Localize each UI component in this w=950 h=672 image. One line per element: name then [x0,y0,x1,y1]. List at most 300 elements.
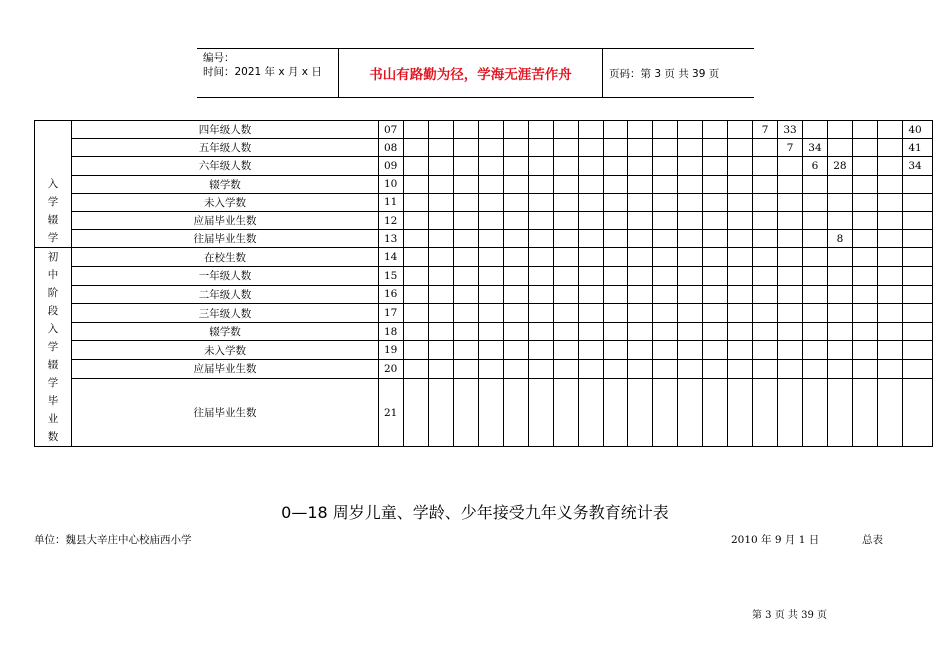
value-cell [753,341,778,360]
value-cell [528,121,553,139]
value-cell [453,121,478,139]
page-header [197,48,754,98]
value-cell [827,360,852,379]
value-cell [603,360,628,379]
value-cell [778,248,803,267]
value-cell [827,193,852,211]
section-label-junior-high: 初 中 阶 段 入 学 辍 学 毕 业 数 [35,248,72,447]
row-label: 辍学数 [72,175,379,193]
total-cell [902,193,932,211]
value-cell [778,157,803,175]
number-label: 编号： [203,52,235,64]
value-cell [628,139,653,157]
value-cell [478,211,503,229]
header-meta [197,49,339,97]
value-cell [528,230,553,248]
value-cell [703,175,728,193]
value-cell [453,211,478,229]
total-cell [902,304,932,323]
value-cell [753,322,778,341]
value-cell [553,211,578,229]
value-cell [453,285,478,304]
value-cell [503,266,528,285]
value-cell [404,248,429,267]
value-cell [528,211,553,229]
value-cell [653,360,678,379]
value-cell [553,304,578,323]
value-cell [628,360,653,379]
value-cell [653,266,678,285]
value-cell [877,193,902,211]
table-row [35,378,933,447]
value-cell [453,230,478,248]
value-cell [453,360,478,379]
value-cell [404,341,429,360]
value-cell [753,248,778,267]
value-cell: 7 [753,121,778,139]
value-cell [453,193,478,211]
value-cell [753,211,778,229]
page-footer: 第 3 页 共 39 页 [752,610,827,621]
value-cell [578,322,603,341]
page-label: 页码：第 3 页 共 39 页 [609,67,720,80]
value-cell [852,341,877,360]
value-cell [428,360,453,379]
date-label: 2010 年 9 月 1 日 [731,534,820,546]
value-cell [728,341,753,360]
value-cell [653,248,678,267]
value-cell [877,341,902,360]
value-cell [528,322,553,341]
value-cell [728,285,753,304]
value-cell [478,248,503,267]
total-cell [902,378,932,447]
value-cell [827,285,852,304]
value-cell [453,139,478,157]
value-cell [503,322,528,341]
value-cell [678,378,703,447]
row-code: 21 [379,378,404,447]
value-cell [678,230,703,248]
value-cell [553,360,578,379]
value-cell [827,248,852,267]
value-cell [428,193,453,211]
value-cell [703,193,728,211]
value-cell [803,341,828,360]
value-cell [628,378,653,447]
value-cell [404,304,429,323]
row-label: 未入学数 [72,193,379,211]
value-cell [553,121,578,139]
row-code: 10 [379,175,404,193]
row-label: 六年级人数 [72,157,379,175]
value-cell [803,175,828,193]
value-cell [778,322,803,341]
total-cell [902,266,932,285]
value-cell [553,193,578,211]
value-cell [628,248,653,267]
value-cell [578,230,603,248]
value-cell [728,378,753,447]
value-cell [628,211,653,229]
value-cell [703,139,728,157]
value-cell [703,157,728,175]
value-cell [703,360,728,379]
value-cell [827,378,852,447]
value-cell [578,211,603,229]
value-cell [753,230,778,248]
value-cell [877,175,902,193]
value-cell [478,193,503,211]
value-cell [603,230,628,248]
value-cell [877,248,902,267]
value-cell [578,139,603,157]
value-cell [503,139,528,157]
row-code: 14 [379,248,404,267]
value-cell [578,121,603,139]
value-cell [478,266,503,285]
value-cell [578,285,603,304]
value-cell [653,285,678,304]
value-cell [528,360,553,379]
value-cell [503,230,528,248]
value-cell [728,304,753,323]
row-label: 在校生数 [72,248,379,267]
table-title: 0—18 周岁儿童、学龄、少年接受九年义务教育统计表 [281,503,669,522]
value-cell [803,322,828,341]
value-cell [428,248,453,267]
row-label: 五年级人数 [72,139,379,157]
value-cell [603,341,628,360]
value-cell [503,378,528,447]
table-row [35,248,933,267]
value-cell [553,285,578,304]
value-cell [404,193,429,211]
value-cell [453,378,478,447]
value-cell [553,322,578,341]
value-cell [553,175,578,193]
value-cell [428,121,453,139]
row-label: 往届毕业生数 [72,378,379,447]
total-cell: 40 [902,121,932,139]
value-cell [428,157,453,175]
value-cell [678,285,703,304]
value-cell [478,360,503,379]
total-cell [902,360,932,379]
total-cell [902,175,932,193]
value-cell [678,139,703,157]
value-cell [852,248,877,267]
value-cell [578,304,603,323]
table-row [35,304,933,323]
table-row [35,266,933,285]
value-cell [628,193,653,211]
value-cell [428,304,453,323]
value-cell [603,157,628,175]
row-label: 应届毕业生数 [72,211,379,229]
total-cell [902,285,932,304]
value-cell [478,304,503,323]
value-cell [628,341,653,360]
value-cell [578,266,603,285]
value-cell [877,304,902,323]
value-cell [404,175,429,193]
value-cell [678,360,703,379]
value-cell [803,230,828,248]
value-cell [503,304,528,323]
value-cell [653,193,678,211]
value-cell [703,211,728,229]
value-cell [553,139,578,157]
value-cell [703,121,728,139]
value-cell [603,285,628,304]
value-cell [503,193,528,211]
value-cell [453,341,478,360]
value-cell [753,175,778,193]
value-cell [428,211,453,229]
value-cell [803,360,828,379]
row-code: 09 [379,157,404,175]
value-cell [728,360,753,379]
row-label: 辍学数 [72,322,379,341]
value-cell [653,211,678,229]
value-cell [877,360,902,379]
value-cell [678,248,703,267]
value-cell [503,341,528,360]
value-cell [803,304,828,323]
value-cell [603,175,628,193]
row-code: 16 [379,285,404,304]
value-cell [453,248,478,267]
value-cell [703,341,728,360]
value-cell [653,139,678,157]
value-cell: 34 [803,139,828,157]
table-row [35,211,933,229]
value-cell [753,304,778,323]
row-code: 17 [379,304,404,323]
value-cell [578,341,603,360]
value-cell [603,304,628,323]
row-label: 往届毕业生数 [72,230,379,248]
value-cell [827,211,852,229]
value-cell [578,248,603,267]
total-cell: 34 [902,157,932,175]
value-cell [428,266,453,285]
value-cell [428,230,453,248]
value-cell [778,304,803,323]
motto: 书山有路勤为径，学海无涯苦作舟 [339,49,603,97]
value-cell [877,211,902,229]
value-cell [428,378,453,447]
value-cell [852,139,877,157]
table-row [35,341,933,360]
value-cell [653,121,678,139]
value-cell [453,157,478,175]
value-cell [728,121,753,139]
value-cell [728,139,753,157]
value-cell [803,193,828,211]
value-cell [827,266,852,285]
value-cell [478,230,503,248]
value-cell [653,322,678,341]
row-code: 08 [379,139,404,157]
value-cell [404,157,429,175]
value-cell [603,248,628,267]
value-cell [703,378,728,447]
value-cell [528,341,553,360]
value-cell: 7 [778,139,803,157]
value-cell [803,285,828,304]
value-cell [478,157,503,175]
total-cell [902,230,932,248]
value-cell [678,304,703,323]
total-cell [902,322,932,341]
value-cell [553,230,578,248]
value-cell [478,285,503,304]
value-cell: 33 [778,121,803,139]
row-code: 18 [379,322,404,341]
value-cell [428,285,453,304]
value-cell [653,157,678,175]
value-cell [852,266,877,285]
table-row [35,157,933,175]
row-code: 07 [379,121,404,139]
value-cell [678,266,703,285]
value-cell [703,266,728,285]
value-cell [852,211,877,229]
value-cell [628,157,653,175]
value-cell [503,175,528,193]
value-cell [453,304,478,323]
value-cell [528,193,553,211]
value-cell [728,157,753,175]
value-cell [753,193,778,211]
total-cell [902,341,932,360]
value-cell [877,285,902,304]
value-cell [603,378,628,447]
value-cell [628,230,653,248]
table-row [35,322,933,341]
value-cell [578,157,603,175]
value-cell [404,378,429,447]
value-cell [728,193,753,211]
value-cell [778,193,803,211]
value-cell [803,378,828,447]
value-cell: 28 [827,157,852,175]
row-code: 15 [379,266,404,285]
value-cell [503,285,528,304]
value-cell [703,230,728,248]
value-cell [653,175,678,193]
value-cell [404,322,429,341]
value-cell [578,378,603,447]
value-cell [628,121,653,139]
unit-label: 单位：魏县大辛庄中心校庙西小学 [34,534,192,546]
value-cell [778,266,803,285]
row-code: 13 [379,230,404,248]
value-cell [528,139,553,157]
value-cell [753,378,778,447]
row-label: 应届毕业生数 [72,360,379,379]
value-cell [453,266,478,285]
value-cell [778,378,803,447]
value-cell [827,304,852,323]
row-label: 一年级人数 [72,266,379,285]
table-row [35,360,933,379]
value-cell [827,341,852,360]
value-cell [678,121,703,139]
value-cell [678,175,703,193]
value-cell [703,285,728,304]
value-cell [852,378,877,447]
value-cell [703,304,728,323]
value-cell [852,285,877,304]
total-cell [902,211,932,229]
value-cell [528,304,553,323]
value-cell [478,175,503,193]
value-cell [877,121,902,139]
value-cell [628,285,653,304]
table-row [35,139,933,157]
value-cell [404,230,429,248]
value-cell [503,360,528,379]
value-cell [827,322,852,341]
value-cell [678,193,703,211]
value-cell [428,139,453,157]
value-cell [728,175,753,193]
value-cell [852,193,877,211]
value-cell [628,266,653,285]
value-cell [553,266,578,285]
value-cell [678,341,703,360]
value-cell [578,360,603,379]
value-cell [803,211,828,229]
value-cell [678,322,703,341]
value-cell [653,304,678,323]
value-cell [753,285,778,304]
value-cell [503,211,528,229]
value-cell [528,285,553,304]
value-cell [528,378,553,447]
value-cell [728,322,753,341]
value-cell [528,157,553,175]
value-cell [877,157,902,175]
row-label: 二年级人数 [72,285,379,304]
value-cell [404,211,429,229]
total-cell: 41 [902,139,932,157]
value-cell [728,211,753,229]
value-cell [678,157,703,175]
value-cell [528,248,553,267]
value-cell [877,378,902,447]
value-cell [528,266,553,285]
value-cell [428,322,453,341]
value-cell [553,248,578,267]
value-cell [453,322,478,341]
value-cell [827,175,852,193]
value-cell [728,248,753,267]
value-cell [428,341,453,360]
value-cell [877,266,902,285]
row-code: 20 [379,360,404,379]
value-cell [578,175,603,193]
value-cell [877,322,902,341]
value-cell [478,322,503,341]
value-cell [852,304,877,323]
value-cell [778,360,803,379]
value-cell [603,211,628,229]
value-cell [453,175,478,193]
